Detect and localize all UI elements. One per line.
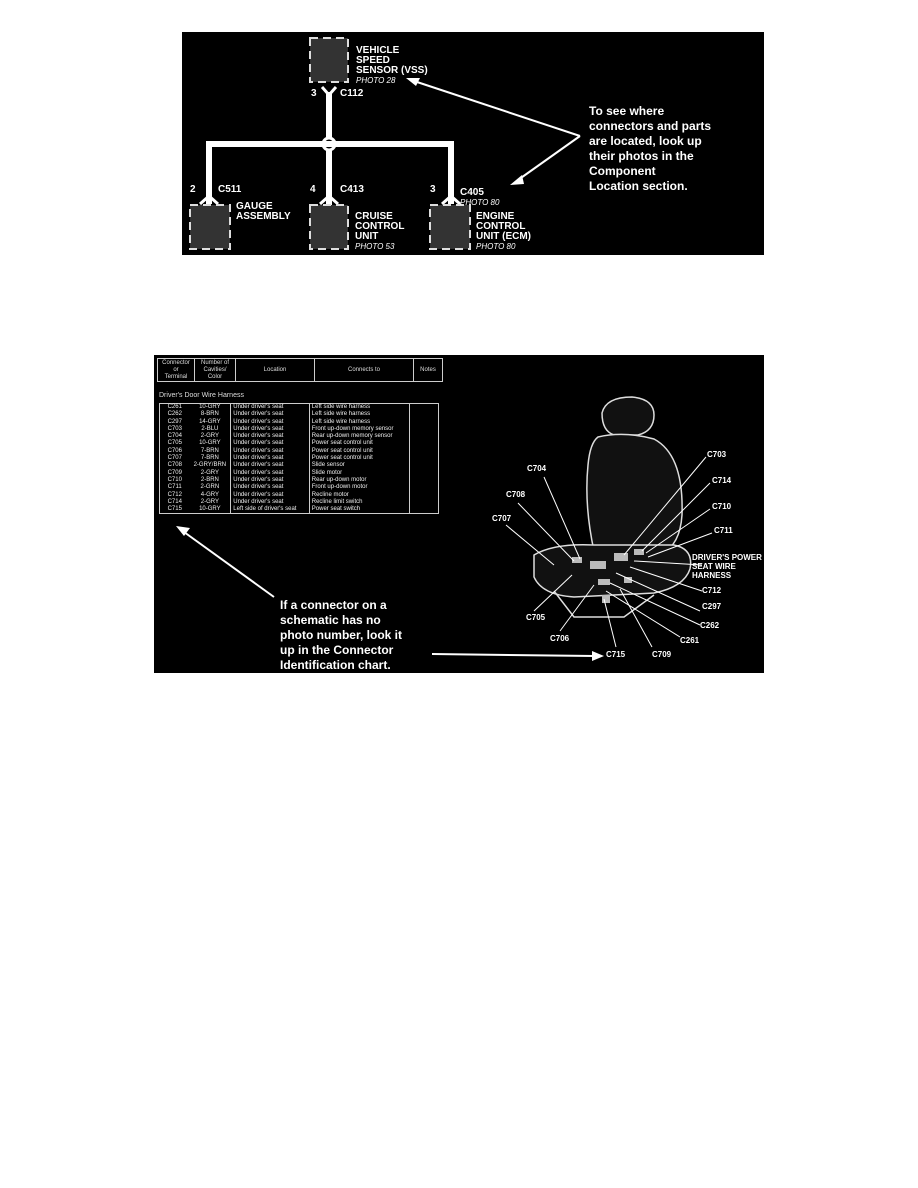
label-c297: C297 bbox=[702, 602, 722, 611]
label-c711: C711 bbox=[714, 526, 733, 535]
cell-connector: C706 bbox=[167, 447, 182, 454]
cell-connector: C262 bbox=[167, 411, 182, 418]
cell-connector: C707 bbox=[167, 455, 182, 462]
c511-label: C511 bbox=[218, 184, 242, 195]
cell-location: Under driver's seat bbox=[231, 492, 310, 499]
vss-photo-ref: PHOTO 28 bbox=[356, 76, 396, 85]
ecm-label bbox=[476, 202, 531, 255]
cell-cavities: 2-GRY bbox=[189, 499, 230, 506]
seat-headrest bbox=[602, 397, 654, 435]
cell-location: Under driver's seat bbox=[231, 404, 310, 412]
cell-cavities: 2-GRN bbox=[189, 484, 230, 491]
cruise-box bbox=[310, 205, 348, 249]
cell-connects-to: Front up-down motor bbox=[309, 484, 409, 491]
arrow-to-c715 bbox=[432, 654, 594, 656]
cruise-name: CRUISE CONTROL UNIT bbox=[355, 211, 405, 242]
arrow-head-ecm bbox=[510, 175, 524, 185]
label-c707: C707 bbox=[492, 514, 512, 523]
cell-cavities: 2-BRN bbox=[189, 477, 230, 484]
connector-chart-callout: If a connector on a schematic has no photo number, look it up in the Connector Identification chart. bbox=[280, 598, 402, 672]
cruise-photo-ref: PHOTO 53 bbox=[355, 242, 395, 251]
label-c262: C262 bbox=[700, 621, 720, 630]
ecm-photo-ref: PHOTO 80 bbox=[476, 242, 516, 251]
cell-location: Under driver's seat bbox=[231, 477, 310, 484]
gauge-box bbox=[190, 205, 230, 249]
cell-cavities: 14-GRY bbox=[189, 419, 230, 426]
cell-cavities: 10-GRY bbox=[189, 440, 230, 447]
cell-connects-to: Power seat control unit bbox=[309, 448, 409, 455]
cell-location: Under driver's seat bbox=[231, 484, 310, 491]
cell-connects-to: Left side wire harness bbox=[309, 404, 409, 412]
header-location: Location bbox=[236, 359, 315, 382]
gauge-name: GAUGE ASSEMBLY bbox=[236, 201, 291, 222]
vss-label bbox=[356, 36, 428, 95]
seat-illustration bbox=[154, 355, 764, 673]
cell-connector: C297 bbox=[167, 418, 182, 425]
cell-connector: C708 bbox=[167, 462, 182, 469]
cell-connects-to: Slide sensor bbox=[309, 462, 409, 469]
cruise-pin: 4 bbox=[310, 184, 316, 195]
cell-location: Under driver's seat bbox=[231, 440, 310, 447]
speed-sensor-schematic bbox=[182, 32, 764, 255]
cell-connector: C712 bbox=[167, 491, 182, 498]
header-connects-to: Connects to bbox=[315, 359, 414, 382]
cell-cavities: 10-GRY bbox=[189, 404, 230, 412]
cell-connects-to: Front up-down memory sensor bbox=[309, 426, 409, 433]
cell-connects-to: Rear up-down motor bbox=[309, 477, 409, 484]
c413-label: C413 bbox=[340, 184, 364, 195]
label-c261: C261 bbox=[680, 636, 700, 645]
vss-pin: 3 bbox=[311, 88, 317, 99]
label-harness: DRIVER'S POWER SEAT WIRE HARNESS bbox=[692, 553, 762, 580]
cell-cavities: 8-BRN bbox=[189, 411, 230, 418]
arrow-to-vss-photo bbox=[414, 81, 580, 136]
ecm-pin: 3 bbox=[430, 184, 436, 195]
cruise-label bbox=[355, 202, 404, 255]
label-c710: C710 bbox=[712, 502, 732, 511]
seat-back bbox=[587, 434, 682, 553]
arrow-head-c715 bbox=[592, 651, 604, 661]
cell-location: Left side of driver's seat bbox=[231, 506, 310, 514]
cell-cavities: 2-GRY/BRN bbox=[189, 462, 230, 469]
cell-connector: C705 bbox=[167, 440, 182, 447]
c112-label: C112 bbox=[340, 88, 364, 99]
arrow-to-table bbox=[184, 532, 274, 597]
cell-connector: C261 bbox=[167, 404, 182, 410]
cell-connector: C704 bbox=[167, 433, 182, 440]
cell-cavities: 2-BLU bbox=[189, 426, 230, 433]
label-c706: C706 bbox=[550, 634, 570, 643]
cell-connects-to: Left side wire harness bbox=[309, 419, 409, 426]
label-c714: C714 bbox=[712, 476, 732, 485]
connector-identification-panel bbox=[154, 355, 764, 673]
cell-cavities: 7-BRN bbox=[189, 448, 230, 455]
cell-location: Under driver's seat bbox=[231, 433, 310, 440]
cell-connects-to: Recline motor bbox=[309, 492, 409, 499]
gauge-pin: 2 bbox=[190, 184, 196, 195]
harness-title: Driver's Door Wire Harness bbox=[159, 392, 244, 399]
cell-cavities: 10-GRY bbox=[189, 506, 230, 514]
cell-location: Under driver's seat bbox=[231, 448, 310, 455]
cell-connects-to: Slide motor bbox=[309, 470, 409, 477]
cell-location: Under driver's seat bbox=[231, 462, 310, 469]
cell-connector: C715 bbox=[167, 506, 182, 513]
cell-location: Under driver's seat bbox=[231, 455, 310, 462]
cell-location: Under driver's seat bbox=[231, 411, 310, 418]
cell-location: Under driver's seat bbox=[231, 499, 310, 506]
header-cavities: Number of Cavities/ Color bbox=[195, 359, 236, 382]
cell-cavities: 2-GRY bbox=[189, 470, 230, 477]
cell-connects-to: Left side wire harness bbox=[309, 411, 409, 418]
cell-location: Under driver's seat bbox=[231, 426, 310, 433]
label-c709: C709 bbox=[652, 650, 672, 659]
cell-connector: C711 bbox=[167, 484, 182, 491]
vss-box bbox=[310, 38, 348, 82]
label-c712: C712 bbox=[702, 586, 722, 595]
cell-connects-to: Power seat control unit bbox=[309, 440, 409, 447]
cell-connector: C714 bbox=[167, 498, 182, 505]
arrow-to-ecm-photo bbox=[518, 136, 580, 180]
c405-photo-ref: PHOTO 80 bbox=[460, 198, 500, 207]
cell-connector: C710 bbox=[167, 476, 182, 483]
cell-cavities: 2-GRY bbox=[189, 433, 230, 440]
label-c704: C704 bbox=[527, 464, 547, 473]
component-location-callout: To see where connectors and parts are located, look up their photos in the Component Location section. bbox=[589, 104, 712, 193]
ecm-name: ENGINE CONTROL UNIT (ECM) bbox=[476, 211, 531, 242]
c405-connector: C405 bbox=[460, 187, 484, 198]
cell-connects-to: Power seat switch bbox=[309, 506, 409, 514]
cell-connector: C703 bbox=[167, 425, 182, 432]
cell-connects-to: Power seat control unit bbox=[309, 455, 409, 462]
label-c708: C708 bbox=[506, 490, 526, 499]
cell-location: Under driver's seat bbox=[231, 419, 310, 426]
label-c705: C705 bbox=[526, 613, 546, 622]
label-c715: C715 bbox=[606, 650, 626, 659]
cell-connects-to: Recline limit switch bbox=[309, 499, 409, 506]
vss-name: VEHICLE SPEED SENSOR (VSS) bbox=[356, 45, 428, 76]
cell-cavities: 7-BRN bbox=[189, 455, 230, 462]
header-notes: Notes bbox=[414, 359, 443, 382]
label-c703: C703 bbox=[707, 450, 727, 459]
cell-connects-to: Rear up-down memory sensor bbox=[309, 433, 409, 440]
cell-cavities: 4-GRY bbox=[189, 492, 230, 499]
cell-location: Under driver's seat bbox=[231, 470, 310, 477]
header-connector: Connector or Terminal bbox=[158, 359, 195, 382]
cell-connector: C709 bbox=[167, 469, 182, 476]
